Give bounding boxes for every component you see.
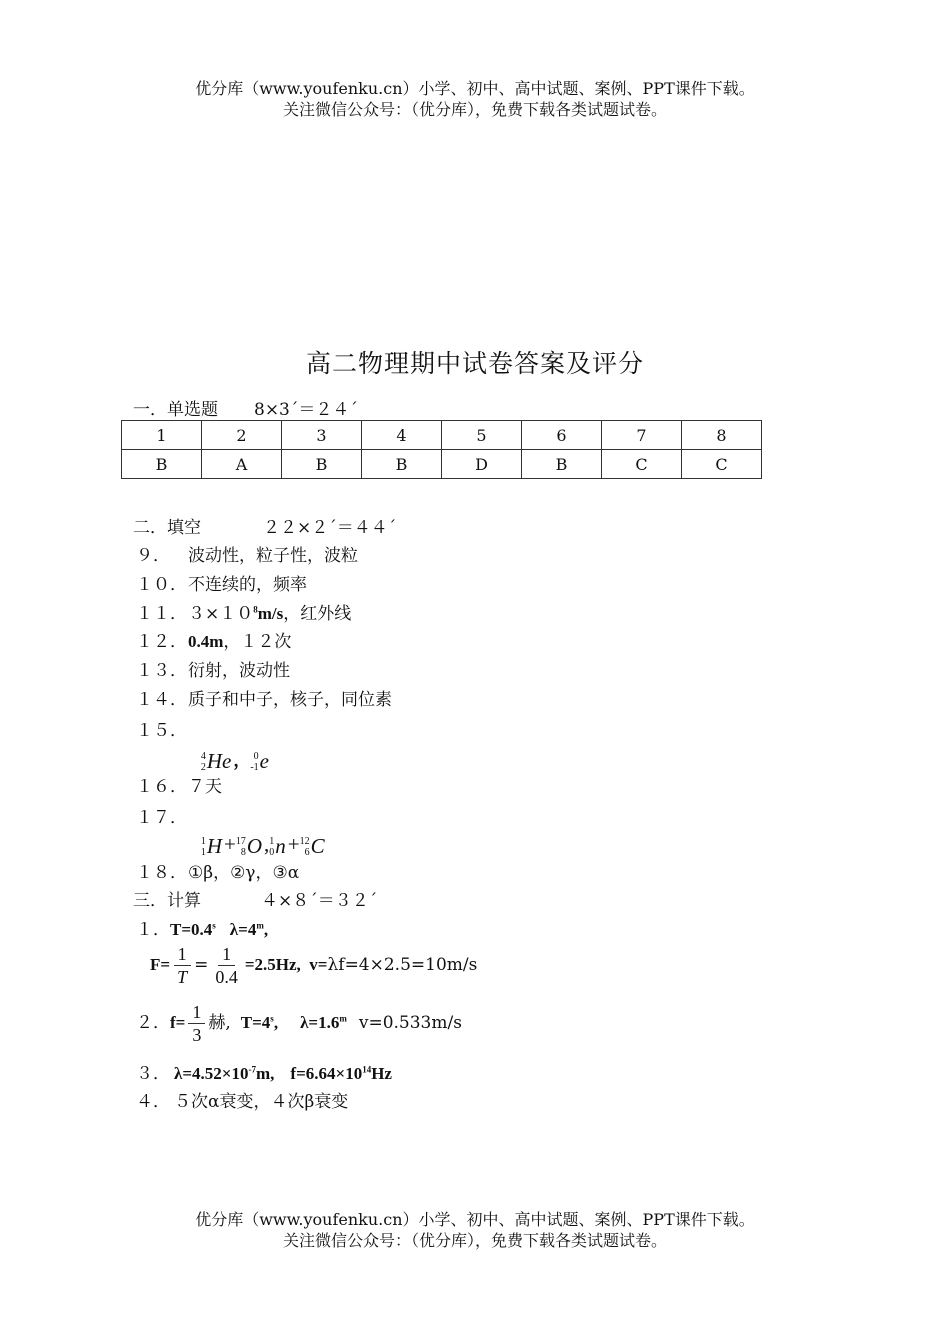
- calc-3-wavelength-unit: m,: [255, 1064, 275, 1083]
- q16-text: ７天: [188, 777, 222, 797]
- electron-z: -1: [250, 761, 259, 773]
- fraction-numerator: 1: [188, 1001, 205, 1024]
- calc-1-number: １．: [136, 920, 170, 940]
- nuclide-oxygen: [236, 834, 262, 859]
- q11-value: ３×１０: [188, 604, 254, 624]
- helium-z: 2: [200, 761, 206, 773]
- page-header: [0, 78, 950, 120]
- header-line-1: 优分库（www.youfenku.cn）小学、初中、高中试题、案例、PPT课件下载。: [195, 79, 755, 98]
- q16-number: １６．: [136, 777, 187, 797]
- fraction-1-over-0-4: [211, 943, 242, 988]
- answer-q9: [136, 541, 358, 566]
- equals-sign: =: [194, 955, 209, 975]
- table-cell: B: [362, 450, 442, 479]
- section-3-score: ４×８´＝３２´: [261, 891, 378, 911]
- q11-exponent: 8: [253, 604, 258, 615]
- calc-2-comma: ,: [273, 1013, 279, 1032]
- answer-table: [121, 420, 762, 479]
- footer-line-2: 关注微信公众号：（优分库），免费下载各类试题试卷。: [282, 1231, 667, 1250]
- section-2-label: 二．填空: [133, 518, 201, 538]
- fraction-numerator: 1: [174, 943, 191, 966]
- answer-q16: [136, 772, 222, 797]
- table-cell: 4: [362, 421, 442, 450]
- q18-number: １８．: [136, 863, 187, 883]
- section-2-heading: [133, 513, 396, 538]
- calc-3-wavelength: λ=4.52×10: [174, 1064, 249, 1083]
- calc-2-period: T=4: [240, 1013, 271, 1032]
- calc-2-f-label: f=: [170, 1013, 186, 1032]
- calc-3-wavelength-exp: -7: [248, 1064, 256, 1075]
- answer-q11: [136, 599, 351, 624]
- calc-1-frequency-result: =2.5Hz, v=: [244, 955, 328, 974]
- nuclide-electron: [250, 749, 269, 774]
- q13-number: １３．: [136, 661, 187, 681]
- calc-4: [136, 1087, 348, 1112]
- q11-unit: m/s: [257, 604, 284, 623]
- oxygen-z: 8: [240, 846, 246, 858]
- table-cell: B: [522, 450, 602, 479]
- section-3-heading: [133, 886, 377, 911]
- electron-symbol: e: [259, 749, 269, 773]
- q11-number: １１．: [136, 604, 187, 624]
- table-cell: 1: [122, 421, 202, 450]
- section-1-score: 8×3´＝２４´: [254, 400, 358, 420]
- answer-q14: [136, 685, 392, 710]
- hydrogen-z: 1: [200, 846, 206, 858]
- section-1-label: 一．单选题: [133, 400, 218, 420]
- table-cell: C: [682, 450, 762, 479]
- calc-1-period: T=0.4: [170, 920, 213, 939]
- calc-1-wavelength-unit: m: [256, 920, 264, 931]
- nuclide-carbon: [300, 834, 325, 859]
- calc-1-line-2: [150, 943, 477, 988]
- q10-text: 不连续的，频率: [188, 575, 307, 595]
- table-cell: 5: [442, 421, 522, 450]
- calc-1-velocity: λf=4×2.5=10m/s: [327, 955, 478, 975]
- section-2-score: ２２×２´＝４４´: [263, 518, 397, 538]
- answer-table-answer-row: [122, 450, 762, 479]
- answer-q13: [136, 656, 290, 681]
- section-1-heading: [133, 395, 358, 420]
- q12-value: 0.4m: [188, 632, 224, 651]
- nuclide-neutron: [269, 834, 286, 859]
- hydrogen-symbol: H: [206, 834, 222, 858]
- calc-1-period-unit: s: [212, 920, 216, 931]
- calc-1-line-1: [136, 915, 268, 940]
- page-title: 高二物理期中试卷答案及评分: [305, 349, 644, 378]
- answer-q10: [136, 570, 307, 595]
- q10-number: １０．: [136, 575, 187, 595]
- answer-q12: [136, 627, 291, 652]
- table-cell: 6: [522, 421, 602, 450]
- calc-2-velocity: v=0.533m/s: [358, 1013, 462, 1033]
- electron-mass: 0: [253, 750, 259, 762]
- q11-text: ，红外线: [283, 604, 352, 624]
- helium-symbol: He: [206, 749, 232, 773]
- table-cell: 3: [282, 421, 362, 450]
- calc-1-comma: ,: [263, 920, 269, 939]
- q12-number: １２．: [136, 632, 187, 652]
- calc-4-number: ４．: [136, 1092, 170, 1112]
- answer-q17: [136, 803, 188, 828]
- q15-formula: [190, 726, 271, 774]
- q13-text: 衍射，波动性: [188, 661, 290, 681]
- fraction-1-over-t: [173, 943, 191, 988]
- fraction-denominator: 3: [192, 1025, 202, 1045]
- q18-text: ①β，②γ，③α: [188, 863, 300, 883]
- fraction-denominator: T: [177, 967, 188, 987]
- table-cell: 8: [682, 421, 762, 450]
- carbon-symbol: C: [310, 834, 325, 858]
- calc-2-unit: 赫,: [208, 1013, 231, 1033]
- table-cell: 7: [602, 421, 682, 450]
- table-cell: D: [442, 450, 522, 479]
- oxygen-symbol: O: [246, 834, 262, 858]
- neutron-z: 0: [269, 846, 275, 858]
- table-cell: B: [122, 450, 202, 479]
- q17-number: １７．: [136, 808, 187, 828]
- nuclide-hydrogen: [201, 834, 222, 859]
- comma-sign: ,: [264, 832, 270, 856]
- plus-sign: +: [287, 832, 300, 856]
- calc-2-wavelength-unit: m: [339, 1013, 347, 1024]
- q14-text: 质子和中子，核子，同位素: [188, 690, 392, 710]
- q15-number: １５．: [136, 721, 187, 741]
- nuclide-helium: [201, 749, 232, 774]
- calc-4-text: ５次α衰变，４次β衰变: [174, 1092, 349, 1112]
- calc-2-number: ２．: [136, 1013, 170, 1033]
- fraction-numerator: 1: [218, 943, 235, 966]
- footer-line-1: 优分库（www.youfenku.cn）小学、初中、高中试题、案例、PPT课件下载。: [195, 1210, 755, 1229]
- fraction-denominator: 0.4: [215, 967, 238, 987]
- q14-number: １４．: [136, 690, 187, 710]
- q9-text: 波动性，粒子性，波粒: [188, 546, 358, 566]
- oxygen-mass: 17: [235, 835, 246, 847]
- helium-mass: 4: [200, 750, 206, 762]
- table-cell: 2: [202, 421, 282, 450]
- answer-table-number-row: [122, 421, 762, 450]
- calc-1-f-label: F=: [150, 955, 171, 974]
- calc-2-period-unit: s: [270, 1013, 274, 1024]
- table-cell: A: [202, 450, 282, 479]
- page-footer: [0, 1209, 950, 1251]
- calc-1-wavelength: λ=4: [229, 920, 257, 939]
- table-cell: B: [282, 450, 362, 479]
- calc-3: [136, 1059, 392, 1084]
- calc-3-frequency-exp: 14: [362, 1064, 372, 1075]
- fraction-1-over-3: [188, 1001, 205, 1046]
- q12-text: ，１２次: [223, 632, 292, 652]
- calc-2-wavelength: λ=1.6: [300, 1013, 340, 1032]
- answer-q18: [136, 858, 299, 883]
- table-cell: C: [602, 450, 682, 479]
- carbon-mass: 12: [299, 835, 310, 847]
- neutron-symbol: n: [275, 834, 286, 858]
- q9-number: ９．: [136, 546, 170, 566]
- header-line-2: 关注微信公众号：（优分库），免费下载各类试题试卷。: [282, 100, 667, 119]
- calc-3-number: ３．: [136, 1064, 170, 1084]
- calc-3-frequency-unit: Hz: [371, 1064, 392, 1083]
- carbon-z: 6: [304, 846, 310, 858]
- section-3-label: 三．计算: [133, 891, 201, 911]
- calc-2: [136, 1001, 462, 1046]
- hydrogen-mass: 1: [200, 835, 206, 847]
- q15-separator: ，: [233, 751, 251, 770]
- plus-sign: +: [223, 832, 236, 856]
- q17-formula: [190, 812, 327, 859]
- calc-3-frequency: f=6.64×10: [290, 1064, 363, 1083]
- answer-q15: [136, 716, 188, 741]
- neutron-mass: 1: [269, 835, 275, 847]
